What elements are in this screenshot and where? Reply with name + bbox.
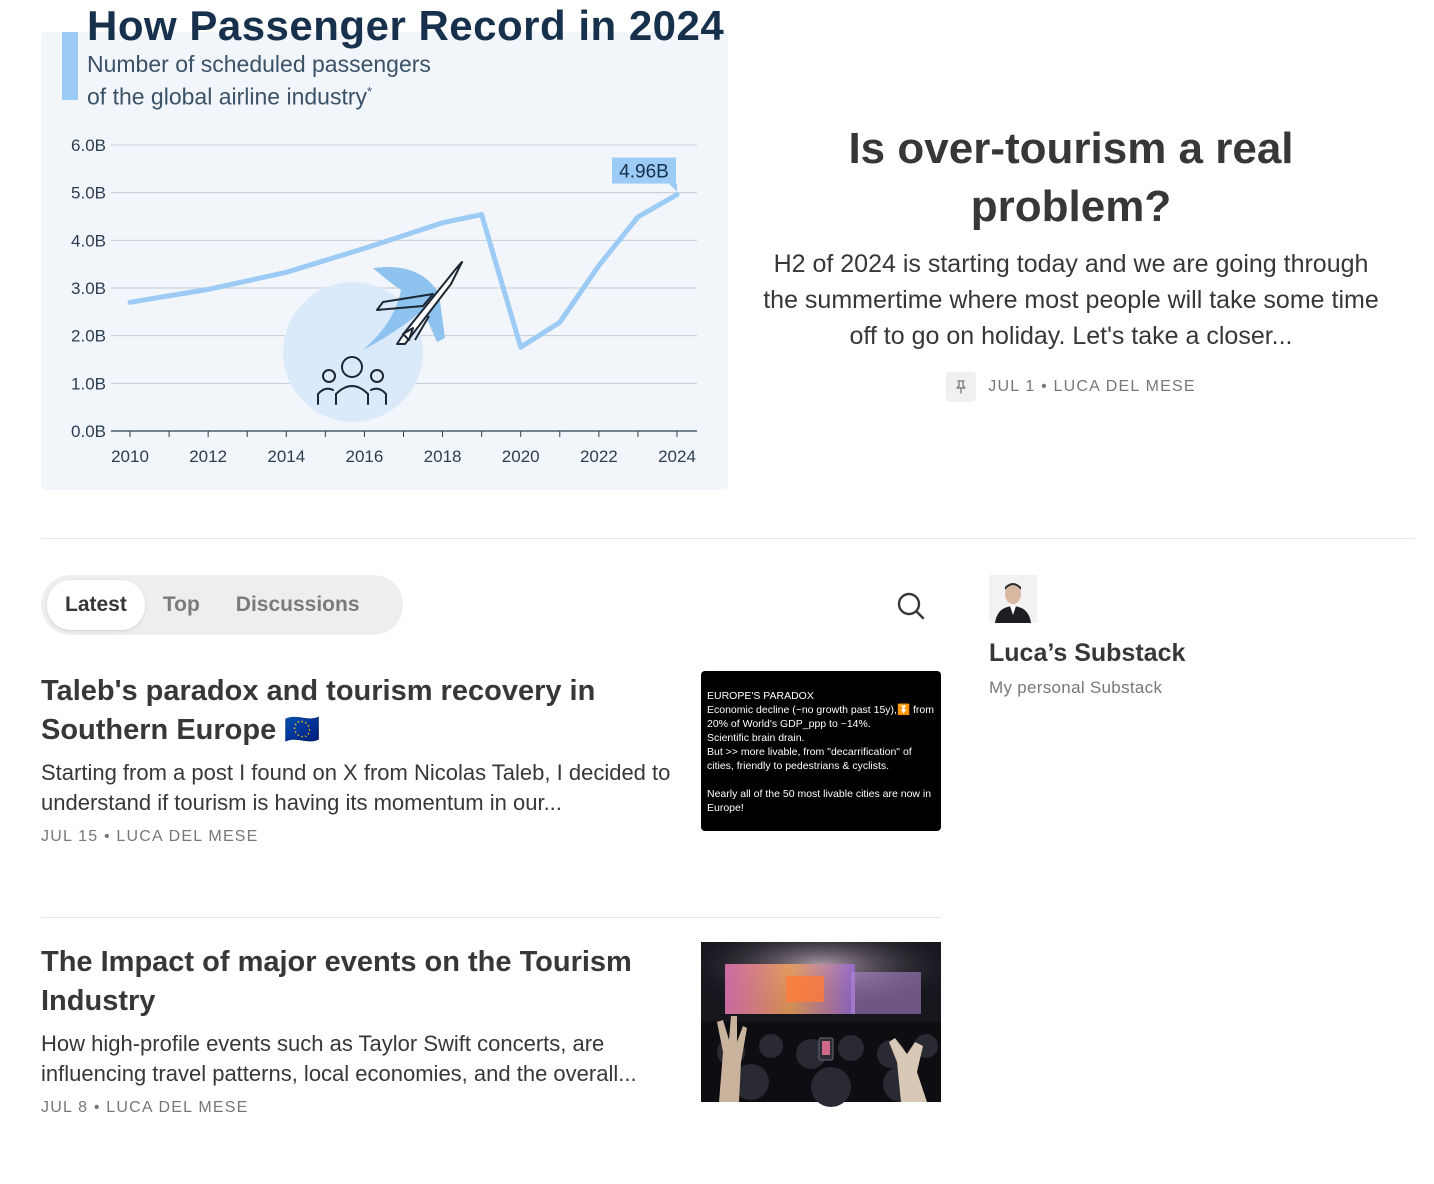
x-tick-label: 2022	[579, 447, 618, 466]
passenger-line-chart	[41, 32, 728, 490]
publication-description: My personal Substack	[989, 678, 1163, 697]
post-subtitle[interactable]: How high-profile events such as Taylor Swift concerts, are influencing travel patterns, local economies, and the overall...	[41, 1031, 637, 1086]
y-tick-label: 0.0B	[71, 422, 106, 441]
y-tick-label: 1.0B	[71, 374, 106, 394]
thumbnail-text-line: But >> more livable, from "decarrification" of	[707, 746, 912, 758]
x-tick-label: 2016	[345, 447, 384, 466]
y-tick-label: 6.0B	[71, 136, 106, 155]
section-divider	[41, 538, 1415, 539]
post-item[interactable]	[41, 943, 941, 1117]
annotation-label: 4.96B	[619, 161, 669, 183]
chart-subtitle-mark: *	[367, 84, 373, 99]
thumbnail-text-line: 20% of World's GDP_ppp to ~14%.	[707, 718, 871, 730]
y-tick-label: 3.0B	[71, 279, 106, 298]
thumbnail-text-line: Scientific brain drain.	[707, 732, 805, 744]
tab-latest[interactable]: Latest	[47, 580, 145, 630]
post-item[interactable]	[41, 672, 941, 846]
author-photo	[989, 575, 1037, 623]
x-tick-label: 2024	[658, 447, 696, 466]
x-tick-label: 2014	[267, 447, 306, 466]
tab-top[interactable]: Top	[162, 593, 200, 616]
featured-post-subtitle[interactable]: H2 of 2024 is starting today and we are going through the summertime where most people will take some time off to go on holiday. Let's take a closer...	[763, 250, 1379, 350]
tab-discussions[interactable]: Discussions	[235, 593, 360, 616]
publication-sidebar	[989, 575, 1409, 698]
thumbnail-text-line: Economic decline (~no growth past 15y),⏬ from	[707, 704, 934, 716]
search-button[interactable]	[895, 590, 927, 622]
annotation-pointer	[669, 184, 677, 192]
post-tabs	[41, 575, 403, 635]
y-tick-label: 4.0B	[71, 231, 106, 251]
post-thumbnail[interactable]	[701, 671, 941, 831]
featured-post-image[interactable]	[41, 2, 728, 490]
featured-post-title[interactable]: Is over-tourism a real problem?	[848, 124, 1294, 231]
thumbnail-text-line: Europe!	[707, 802, 744, 814]
post-thumbnail[interactable]	[701, 942, 941, 1102]
chart-cut-title: How Passenger Record in 2024	[87, 2, 725, 49]
thumbnail-text-line: cities, friendly to pedestrians & cyclists.	[707, 760, 890, 772]
x-tick-label: 2018	[423, 447, 462, 466]
post-meta[interactable]: JUL 15 • LUCA DEL MESE	[41, 828, 259, 845]
x-tick-label: 2010	[111, 447, 149, 466]
featured-post-meta	[760, 372, 1382, 402]
search-icon	[895, 590, 927, 622]
y-tick-label: 2.0B	[71, 326, 106, 346]
post-meta[interactable]: JUL 8 • LUCA DEL MESE	[41, 1099, 249, 1116]
post-divider	[41, 917, 941, 918]
post-subtitle[interactable]: Starting from a post I found on X from Nicolas Taleb, I decided to understand if tourism is having its momentum in our...	[41, 760, 671, 815]
featured-post-text	[760, 120, 1382, 402]
post-title[interactable]: Taleb's paradox and tourism recovery in Southern Europe 🇪🇺	[41, 675, 596, 746]
post-title[interactable]: The Impact of major events on the Tourism Industry	[41, 946, 632, 1017]
thumbnail-text-line	[707, 773, 935, 787]
featured-post-meta-text[interactable]: JUL 1 • LUCA DEL MESE	[988, 378, 1196, 395]
avatar[interactable]	[989, 575, 1037, 623]
x-tick-label: 2020	[501, 447, 540, 466]
chart-subtitle-line2: of the global airline industry	[87, 83, 367, 110]
x-tick-label: 2012	[189, 447, 228, 466]
pin-icon	[946, 372, 976, 402]
publication-name[interactable]: Luca’s Substack	[989, 639, 1186, 667]
concert-photo	[701, 942, 941, 1102]
thumbnail-text-line: EUROPE'S PARADOX	[707, 690, 814, 702]
y-tick-label: 5.0B	[71, 183, 106, 203]
chart-subtitle-line1: Number of scheduled passengers	[87, 51, 431, 77]
thumbnail-text-line: Nearly all of the 50 most livable cities are now in	[707, 788, 932, 800]
